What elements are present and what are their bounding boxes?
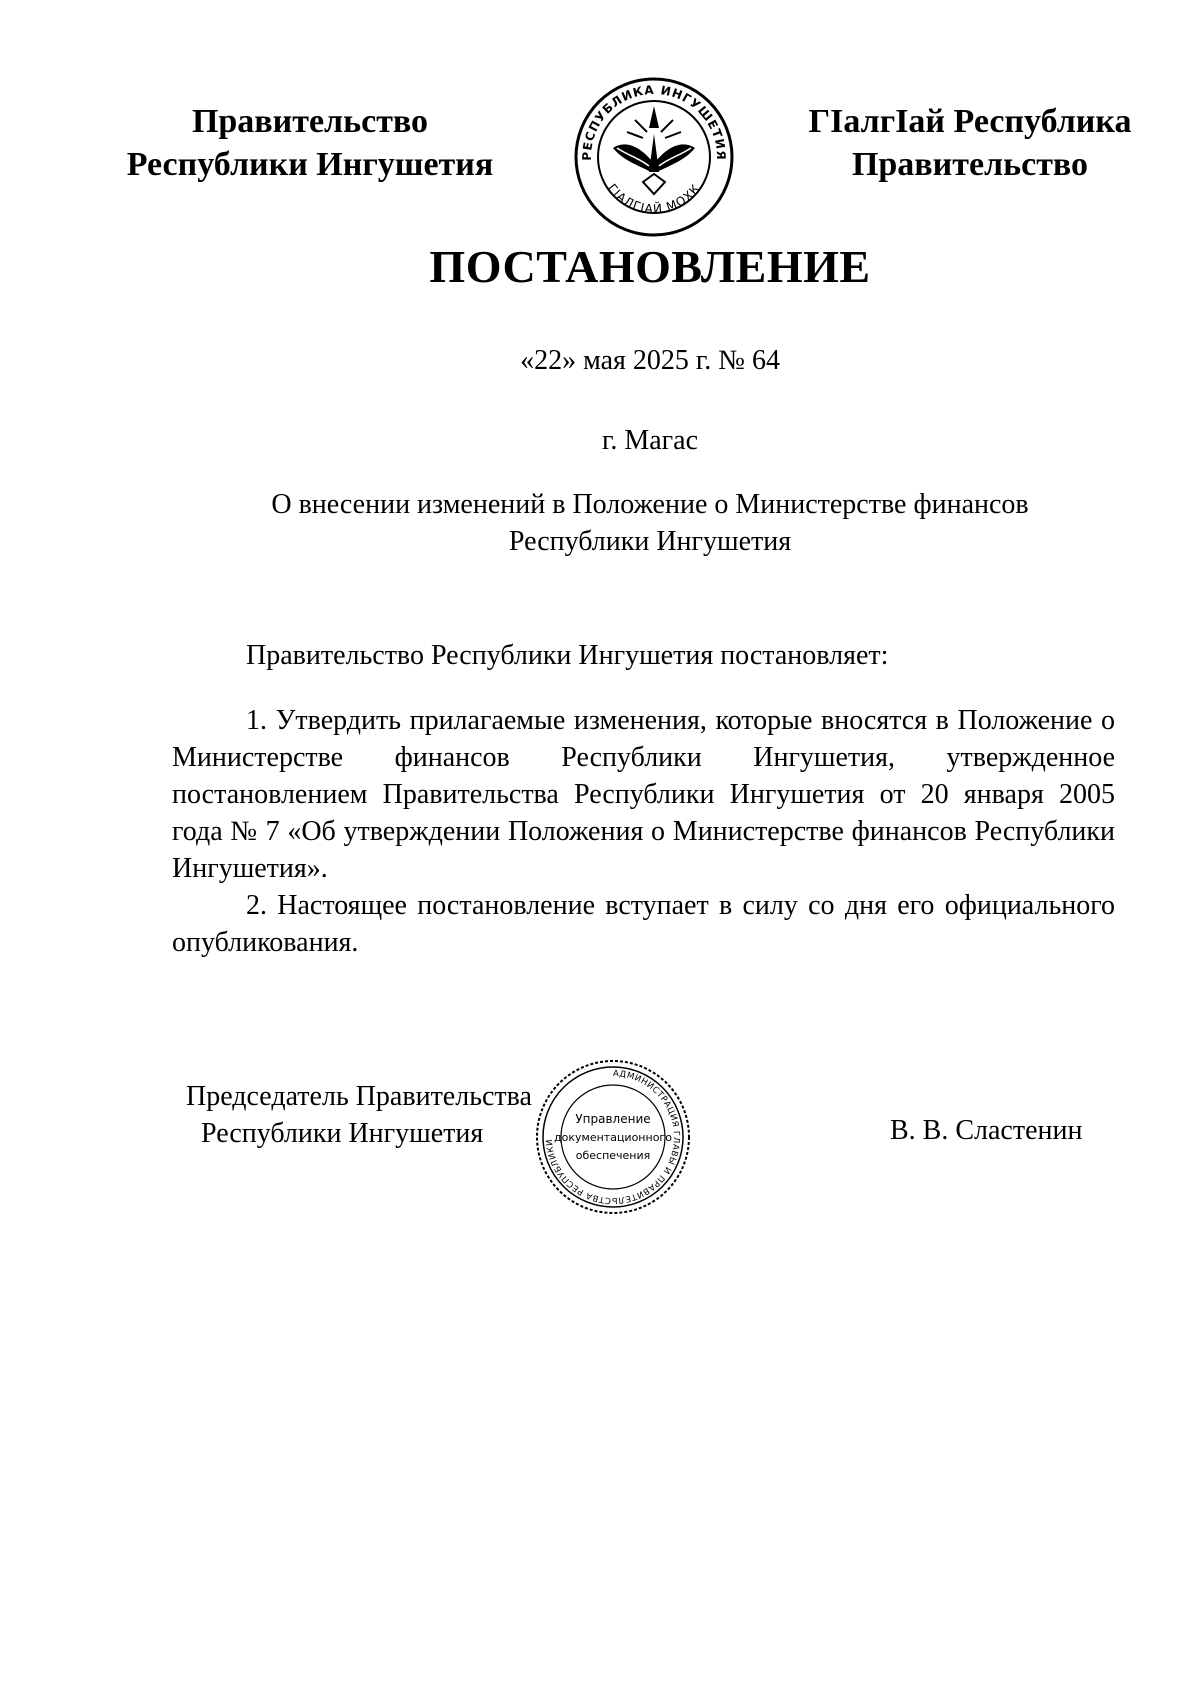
- document-subject: [0, 486, 1200, 560]
- document-type-heading: ПОСТАНОВЛЕНИЕ: [429, 241, 871, 292]
- stamp-ring-text: АДМИНИСТРАЦИЯ ГЛАВЫ И ПРАВИТЕЛЬСТВА РЕСПУБЛИКИ: [544, 1068, 682, 1206]
- header-right-line1: ГIалгIай Республика: [808, 103, 1132, 140]
- body-text: [172, 702, 1115, 961]
- official-stamp-icon: [533, 1057, 693, 1217]
- signatory-name: В. В. Сластенин: [890, 1115, 1083, 1146]
- emblem-bottom-text: ГIАЛГIАЙ МОХК: [604, 181, 704, 217]
- header-right-line2: Правительство: [851, 146, 1089, 183]
- body-preamble: Правительство Республики Ингушетия постановляет:: [246, 640, 889, 671]
- emblem-top-text: РЕСПУБЛИКА ИНГУШЕТИЯ: [579, 82, 729, 161]
- header-right-title: [780, 100, 1160, 186]
- signatory-title-line1: Председатель Правительства: [186, 1081, 532, 1112]
- stamp-center-line3: обеспечения: [575, 1149, 651, 1162]
- body-paragraph-1: 1. Утвердить прилагаемые изменения, которые вносятся в Положение о Министерстве финансов Республики Ингушетия, утвержденное постановлением Правительства Республики Ингушетия от 20 января 2005 года № 7 «Об утверждении Положения о Министерстве финансов Республики Ингушетия».: [172, 705, 1115, 884]
- document-subject-line2: Республики Ингушетия: [508, 526, 792, 557]
- header-left-title: [110, 100, 510, 186]
- header-left-line1: Правительство: [191, 103, 429, 140]
- signatory-title-line2: Республики Ингушетия: [201, 1118, 484, 1149]
- document-date-number: «22» мая 2025 г. № 64: [520, 345, 780, 376]
- body-paragraph-2: 2. Настоящее постановление вступает в силу со дня его официального опубликования.: [172, 890, 1115, 958]
- svg-text:ГIАЛГIАЙ МОХК: [605, 181, 703, 216]
- stamp-center-line1: Управление: [575, 1112, 651, 1126]
- document-subject-line1: О внесении изменений в Положение о Министерстве финансов: [271, 489, 1029, 520]
- republic-emblem-icon: [573, 76, 735, 238]
- signatory-title: [186, 1078, 532, 1152]
- stamp-center-line2: документационного: [554, 1131, 672, 1144]
- header-left-line2: Республики Ингушетия: [126, 146, 494, 183]
- document-place: г. Магас: [602, 425, 698, 456]
